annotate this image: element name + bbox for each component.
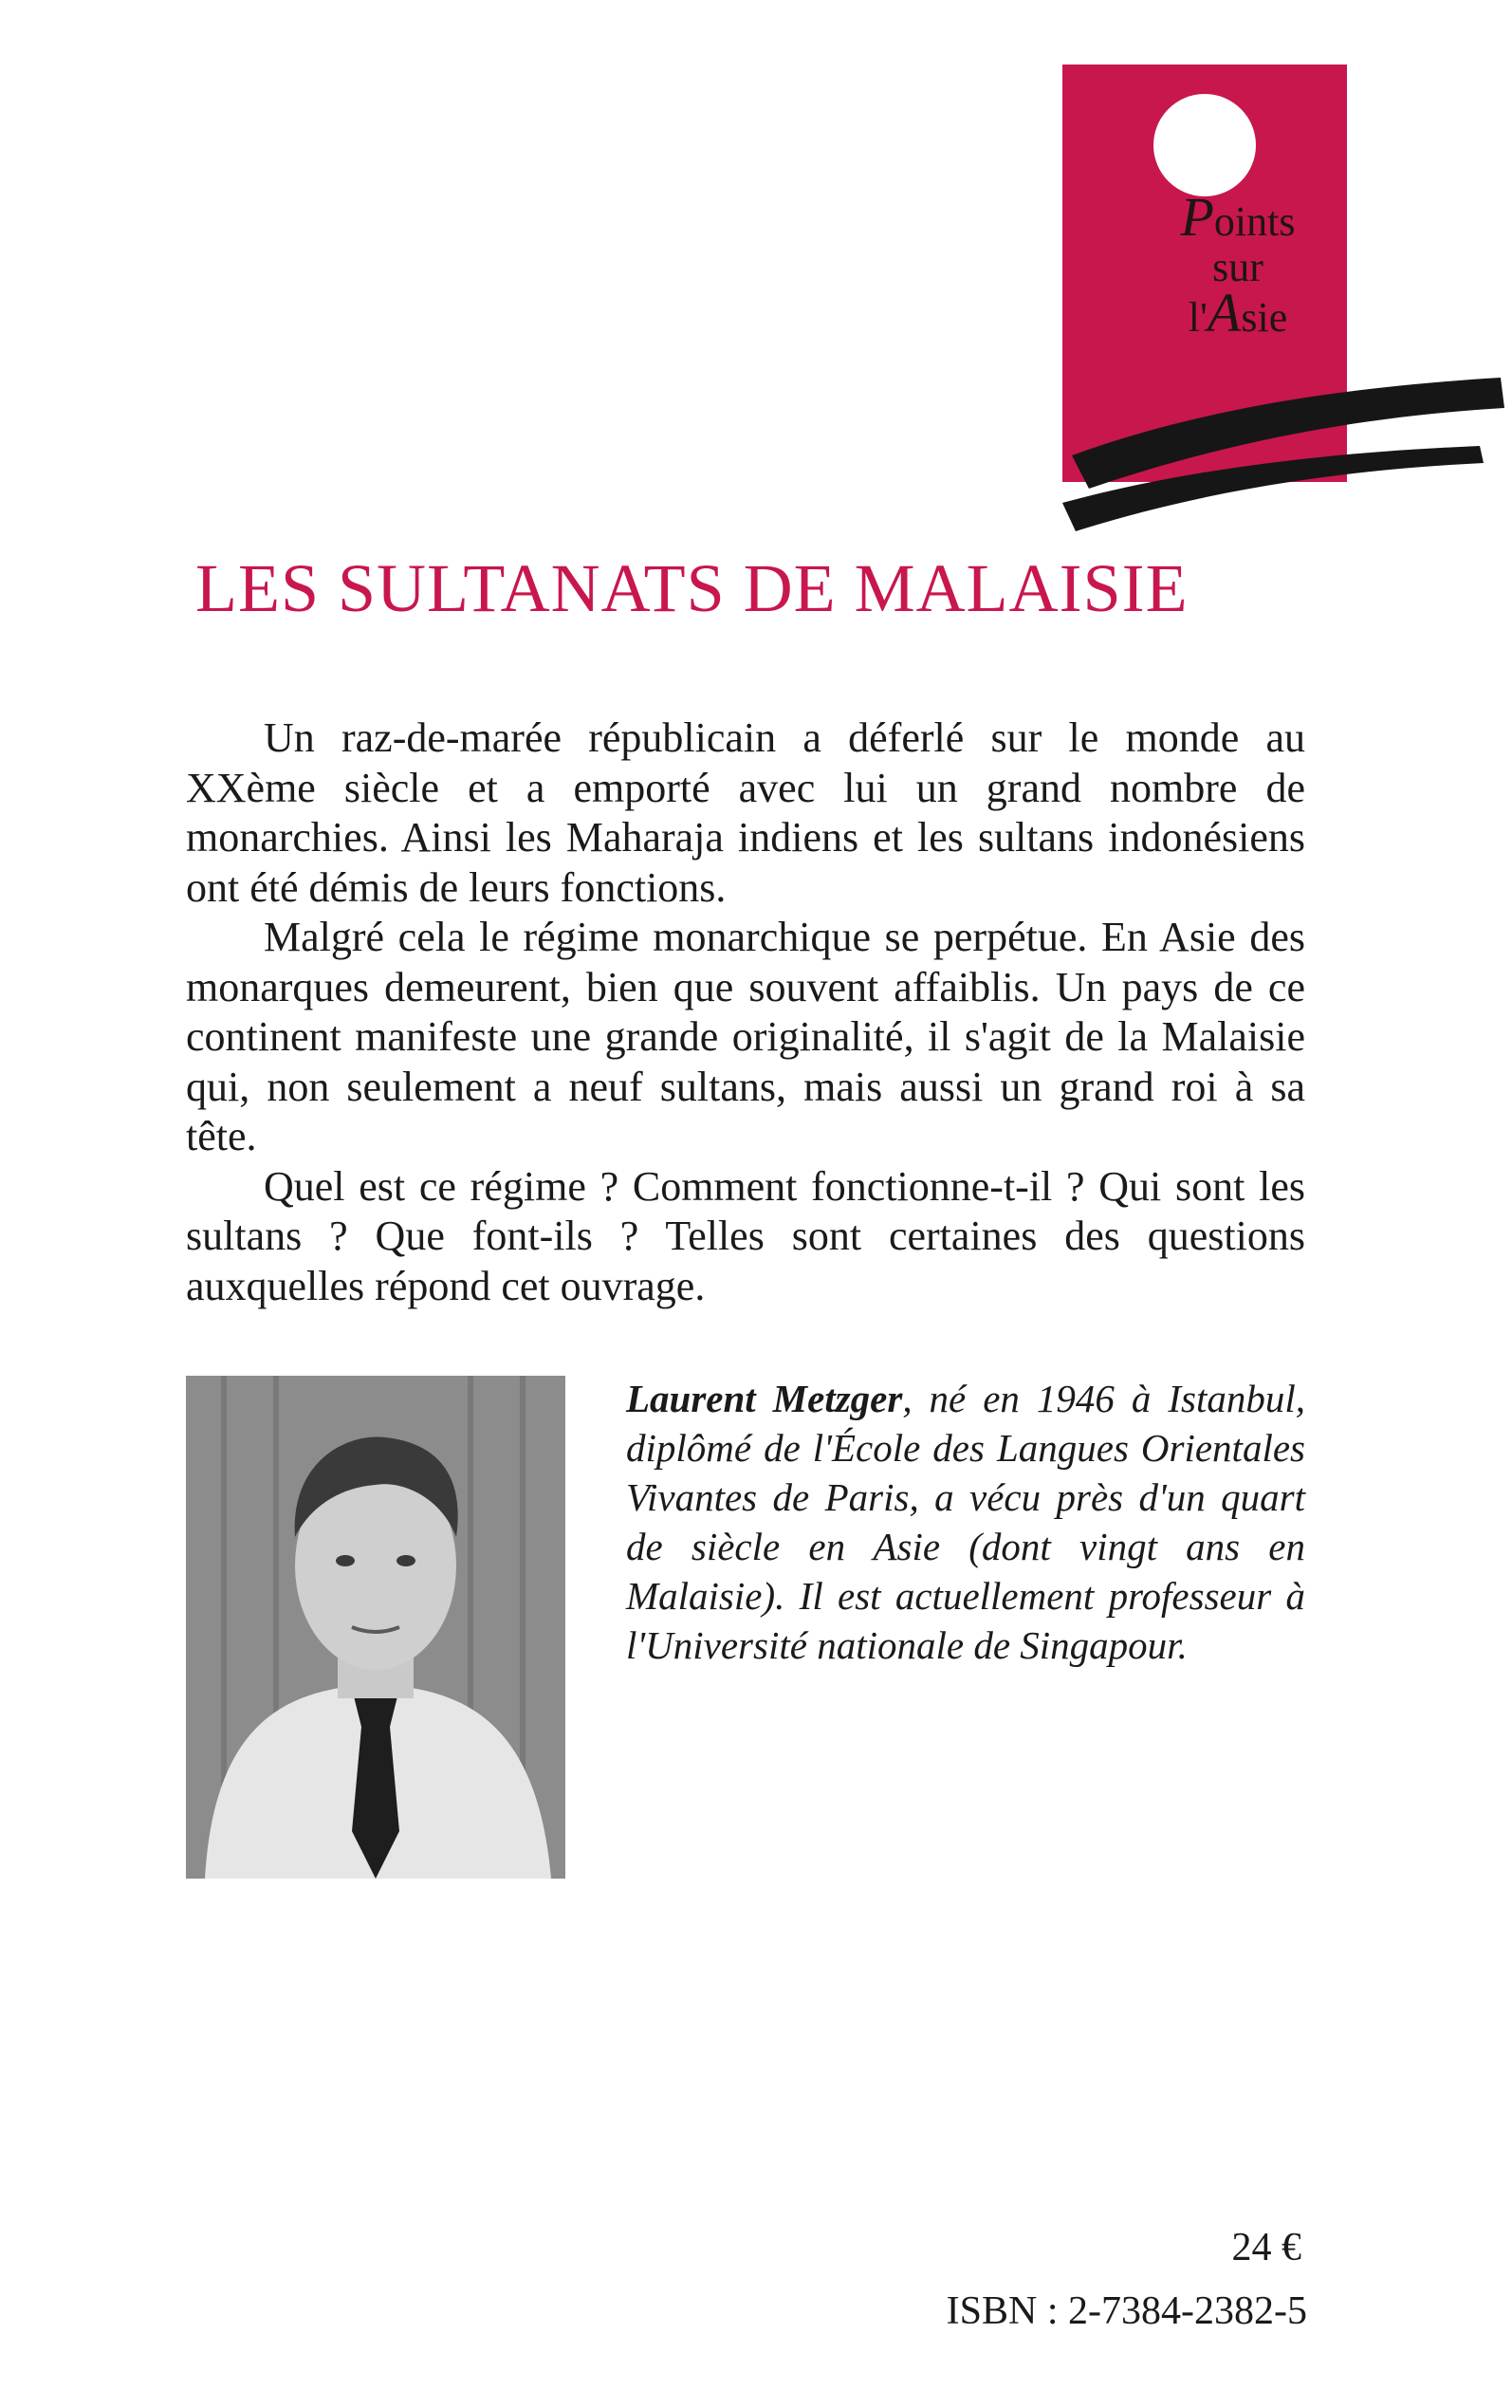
series-name-line-1: Points bbox=[1180, 186, 1296, 248]
summary bbox=[186, 713, 1305, 1311]
isbn: ISBN : 2-7384-2382-5 bbox=[946, 2289, 1307, 2333]
series-name-line-2: sur bbox=[1212, 244, 1263, 290]
series-name bbox=[1062, 186, 1413, 343]
author-bio bbox=[626, 1374, 1305, 1670]
author-name: Laurent Metzger bbox=[626, 1377, 903, 1420]
author-photo bbox=[186, 1376, 565, 1879]
summary-paragraph: Un raz-de-marée républicain a déferlé sur le monde au XXème siècle et a emporté avec lui un grand nombre de monarchies. Ainsi les Maharaja indiens et les sultans indonésiens ont été démis de leurs fonctions. bbox=[186, 714, 1305, 911]
price: 24 € bbox=[1231, 2226, 1301, 2269]
series-logo-circle bbox=[1153, 94, 1256, 196]
author-bio-text: , né en 1946 à Istanbul, diplômé de l'École des Langues Orientales Vivantes de Paris, a vécu près d'un quart de siècle en Asie (dont vingt ans en Malaisie). Il est actuellement professeur à l'Université nationale de Singapour. bbox=[626, 1377, 1305, 1667]
summary-paragraph: Quel est ce régime ? Comment fonctionne-t-il ? Qui sont les sultans ? Que font-ils ? Telles sont certaines des questions auxquelles répond cet ouvrage. bbox=[186, 1162, 1305, 1309]
book-title: LES SULTANATS DE MALAISIE bbox=[195, 550, 1189, 626]
series-name-line-3: l'Asie bbox=[1188, 282, 1288, 343]
summary-paragraph: Malgré cela le régime monarchique se perpétue. En Asie des monarques demeurent, bien que souvent affaiblis. Un pays de ce continent manifeste une grande originalité, il s'agit de la Malaisie qui, non seulement a neuf sultans, mais aussi un grand roi à sa tête. bbox=[186, 914, 1305, 1159]
author-portrait bbox=[186, 1376, 565, 1879]
